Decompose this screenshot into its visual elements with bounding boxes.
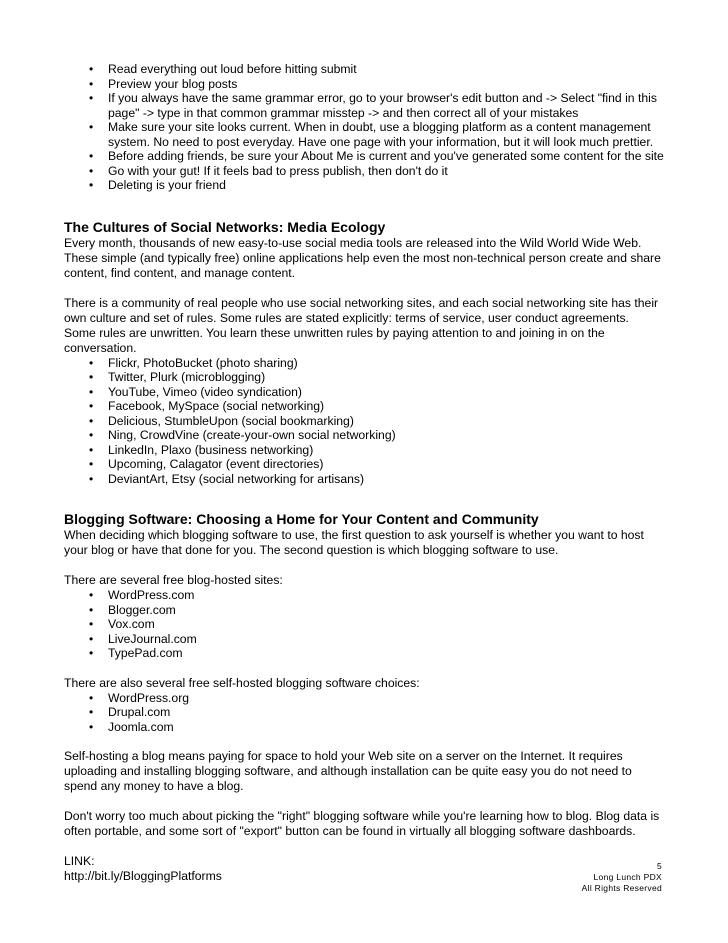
list-item: • Drupal.com: [64, 705, 664, 720]
paragraph: Self-hosting a blog means paying for space to hold your Web site on a server on the Internet. It requires uploading and installing blogging software, and although installation can be quite easy you do not need to spend any money to have a blog.: [64, 749, 632, 793]
paragraph: There is a community of real people who use social networking sites, and each social networking site has their own culture and set of rules. Some rules are stated explicitly: terms of service, user conduct agreements. Some rules are unwritten. You learn these unwritten rules by paying attention to and joining in on the conversation.: [64, 295, 659, 355]
hosted-sites-list: [64, 588, 664, 661]
paragraph: There are several free blog-hosted sites:: [64, 573, 283, 587]
paragraph: Every month, thousands of new easy-to-use social media tools are released into the Wild World Wide Web. These simple (and typically free) online applications help even the most non-technical person create and share content, find content, and manage content.: [64, 235, 661, 280]
list-item: • Blogger.com: [64, 603, 664, 618]
link-url[interactable]: http://bit.ly/BloggingPlatforms: [64, 869, 222, 883]
list-item: • LinkedIn, Plaxo (business networking): [64, 443, 664, 458]
footer-rights: All Rights Reserved: [581, 883, 662, 893]
tips-list: [64, 62, 664, 193]
sites-list: [64, 356, 664, 487]
list-item: • Ning, CrowdVine (create-your-own social networking): [64, 428, 664, 443]
link-label: LINK:: [64, 854, 95, 868]
list-item: • Vox.com: [64, 617, 664, 632]
paragraph: There are also several free self-hosted blogging software choices:: [64, 675, 420, 690]
list-item: • LiveJournal.com: [64, 632, 664, 647]
self-hosted-list: [64, 691, 664, 735]
list-item: • Delicious, StumbleUpon (social bookmarking): [64, 414, 664, 429]
list-item: • Go with your gut! If it feels bad to press publish, then don't do it: [64, 164, 664, 179]
page-number: 5: [656, 861, 662, 871]
list-item: • YouTube, Vimeo (video syndication): [64, 385, 664, 400]
list-item: • Before adding friends, be sure your About Me is current and you've generated some content for the site: [64, 149, 664, 164]
page-content: [64, 62, 664, 884]
list-item: • Deleting is your friend: [64, 178, 664, 193]
footer-org: Long Lunch PDX: [593, 872, 662, 882]
list-item: • WordPress.com: [64, 588, 664, 603]
list-item: • WordPress.org: [64, 691, 664, 706]
list-item: • Facebook, MySpace (social networking): [64, 399, 664, 414]
list-item: • Make sure your site looks current. When in doubt, use a blogging platform as a content management system. No need to post everyday. Have one page with your information, but it will look much prettier.: [64, 120, 664, 149]
list-item: • TypePad.com: [64, 646, 664, 661]
section-heading: The Cultures of Social Networks: Media Ecology: [64, 218, 386, 235]
paragraph: When deciding which blogging software to use, the first question to ask yourself is whether you want to host your blog or have that done for you. The second question is which blogging software to use.: [64, 528, 644, 557]
page-footer: [582, 861, 662, 894]
paragraph: Don't worry too much about picking the "right" blogging software while you're learning how to blog. Blog data is often portable, and some sort of "export" button can be found in virtually all blogging software dashboards.: [64, 809, 660, 838]
list-item: • Read everything out loud before hitting submit: [64, 62, 664, 77]
list-item: • Preview your blog posts: [64, 77, 664, 92]
list-item: • Upcoming, Calagator (event directories): [64, 457, 664, 472]
list-item: • Flickr, PhotoBucket (photo sharing): [64, 356, 664, 371]
section-heading: Blogging Software: Choosing a Home for Your Content and Community: [64, 511, 539, 527]
list-item: • Twitter, Plurk (microblogging): [64, 370, 664, 385]
list-item: • Joomla.com: [64, 720, 664, 735]
list-item: • DeviantArt, Etsy (social networking for artisans): [64, 472, 664, 487]
list-item: • If you always have the same grammar error, go to your browser's edit button and -> Select "find in this page" -> type in that common grammar misstep -> and then correct all of your mistakes: [64, 91, 664, 120]
